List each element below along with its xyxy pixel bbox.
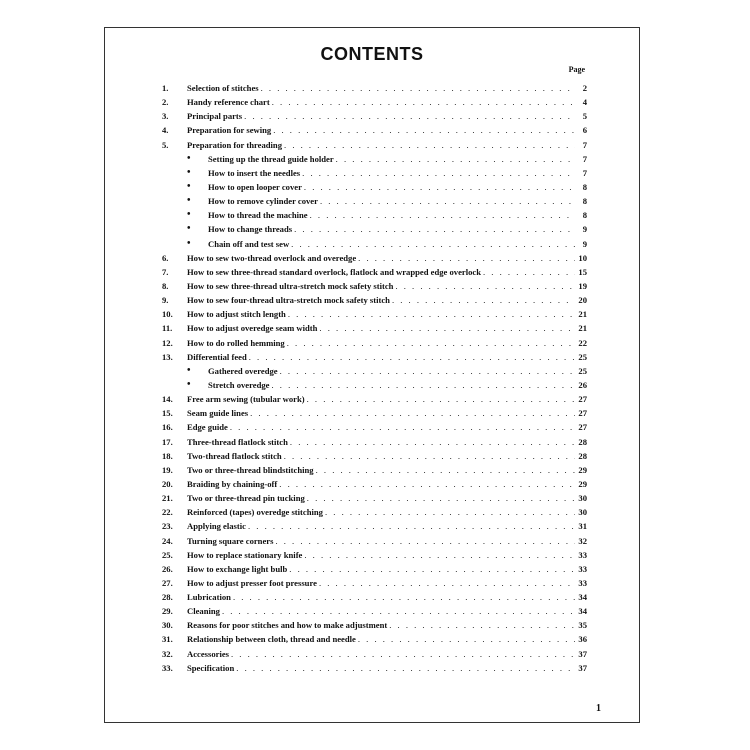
toc-entry: [162, 364, 587, 378]
toc-entry-page: 7: [582, 153, 587, 164]
toc-entry-page: 7: [582, 167, 587, 178]
toc-entry: [162, 336, 587, 350]
toc-entry-line: [208, 237, 587, 251]
toc-entry-page: 6: [582, 125, 587, 136]
dot-leader: [248, 519, 575, 533]
dot-leader: [249, 350, 575, 364]
toc-entry-number: 15.: [162, 408, 173, 419]
toc-entry-number: 31.: [162, 634, 173, 645]
bullet-icon: •: [187, 378, 191, 390]
toc-entry-page: 25: [578, 365, 587, 376]
toc-entry-label: Two-thread flatlock stitch: [187, 450, 282, 461]
dot-leader: [304, 180, 575, 194]
toc-entry-number: 25.: [162, 549, 173, 560]
toc-entry: [162, 123, 587, 137]
toc-entry-page: 27: [578, 394, 587, 405]
dot-leader: [302, 166, 575, 180]
toc-entry-line: [187, 293, 587, 307]
toc-entry-page: 27: [578, 408, 587, 419]
toc-entry-line: [208, 180, 587, 194]
toc-entry: [162, 618, 587, 632]
dot-leader: [288, 307, 575, 321]
toc-entry-line: [187, 95, 587, 109]
toc-entry-line: [187, 463, 587, 477]
bullet-icon: •: [187, 180, 191, 192]
toc-entry-line: [187, 251, 587, 265]
toc-entry-label: Handy reference chart: [187, 97, 270, 108]
toc-entry-page: 30: [578, 507, 587, 518]
toc-entry-page: 15: [578, 266, 587, 277]
toc-entry-number: 3.: [162, 111, 169, 122]
toc-entry-line: [187, 576, 587, 590]
toc-entry-page: 33: [578, 549, 587, 560]
dot-leader: [287, 336, 575, 350]
toc-entry: [162, 138, 587, 152]
toc-entry-line: [187, 265, 587, 279]
toc-entry: [162, 307, 587, 321]
toc-entry-line: [208, 208, 587, 222]
toc-entry-page: 31: [578, 521, 587, 532]
toc-entry-line: [208, 152, 587, 166]
bullet-icon: •: [187, 152, 191, 164]
toc-entry-label: Seam guide lines: [187, 408, 249, 419]
toc-entry-number: 17.: [162, 436, 173, 447]
dot-leader: [336, 152, 575, 166]
dot-leader: [320, 194, 575, 208]
toc-entry-label: Setting up the thread guide holder: [208, 153, 334, 164]
toc-entry-number: 11.: [162, 323, 173, 334]
toc-entry-label: Turning square corners: [187, 535, 274, 546]
toc-entry: [162, 505, 587, 519]
toc-entry-line: [187, 590, 587, 604]
toc-entry-label: Lubrication: [187, 592, 231, 603]
dot-leader: [290, 435, 575, 449]
toc-entry-line: [187, 548, 587, 562]
dot-leader: [273, 123, 575, 137]
toc-entry-label: Chain off and test sew: [208, 238, 290, 249]
toc-entry-label: Preparation for threading: [187, 139, 283, 150]
toc-entry-number: 21.: [162, 493, 173, 504]
toc-entry-number: 13.: [162, 351, 173, 362]
dot-leader: [304, 548, 575, 562]
toc-entry: [162, 534, 587, 548]
toc-entry-line: [208, 194, 587, 208]
dot-leader: [280, 364, 575, 378]
toc-entry-number: 5.: [162, 139, 169, 150]
toc-entry-line: [187, 604, 587, 618]
toc-entry-page: 5: [582, 111, 587, 122]
bullet-icon: •: [187, 209, 191, 221]
toc-entry-label: How to sew three-thread standard overlock, flatlock and wrapped edge overlock: [187, 266, 481, 277]
toc-entry-label: Cleaning: [187, 606, 220, 617]
toc-entry-page: 27: [578, 422, 587, 433]
dot-leader: [275, 534, 575, 548]
toc-entry-line: [187, 505, 587, 519]
toc-entry-line: [208, 364, 587, 378]
toc-entry-label: Principal parts: [187, 111, 243, 122]
toc-entry: [162, 491, 587, 505]
toc-entry-page: 30: [578, 493, 587, 504]
toc-entry-page: 8: [582, 210, 587, 221]
dot-leader: [291, 237, 575, 251]
toc-entry-number: 7.: [162, 266, 169, 277]
toc-entry-page: 32: [578, 535, 587, 546]
bullet-icon: •: [187, 364, 191, 376]
toc-entry: [162, 519, 587, 533]
toc-entry-page: 7: [582, 139, 587, 150]
dot-leader: [244, 109, 575, 123]
toc-entry: [162, 435, 587, 449]
dot-leader: [284, 449, 575, 463]
toc-entry-page: 34: [578, 592, 587, 603]
toc-entry: [162, 449, 587, 463]
toc-entry-line: [187, 138, 587, 152]
toc-entry-number: 10.: [162, 309, 173, 320]
bullet-icon: •: [187, 166, 191, 178]
toc-entry-page: 9: [582, 238, 587, 249]
toc-entry: [162, 562, 587, 576]
dot-leader: [483, 265, 575, 279]
toc-entry-line: [187, 534, 587, 548]
toc-entry-number: 19.: [162, 464, 173, 475]
toc-entry-label: Selection of stitches: [187, 83, 259, 93]
toc-entry: [162, 406, 587, 420]
toc-entry-page: 10: [578, 252, 587, 263]
toc-entry-line: [187, 519, 587, 533]
toc-entry-page: 29: [578, 464, 587, 475]
toc-entry-label: How to adjust overedge seam width: [187, 323, 318, 334]
toc-entry: [162, 237, 587, 251]
toc-entry: [162, 222, 587, 236]
table-of-contents: [162, 81, 587, 675]
toc-entry-page: 25: [578, 351, 587, 362]
dot-leader: [294, 222, 575, 236]
toc-entry: [162, 661, 587, 675]
page-number: 1: [596, 703, 601, 714]
toc-entry-line: [208, 378, 587, 392]
toc-entry-page: 28: [578, 436, 587, 447]
toc-entry-label: Two or three-thread blindstitching: [187, 464, 314, 475]
dot-leader: [389, 618, 575, 632]
toc-entry: [162, 180, 587, 194]
toc-entry-line: [208, 166, 587, 180]
bullet-icon: •: [187, 223, 191, 235]
toc-entry-number: 20.: [162, 478, 173, 489]
dot-leader: [307, 491, 575, 505]
toc-entry-label: How to thread the machine: [208, 210, 308, 221]
toc-entry-line: [187, 420, 587, 434]
toc-entry-label: How to adjust presser foot pressure: [187, 577, 317, 588]
toc-entry: [162, 279, 587, 293]
toc-entry-label: Stretch overedge: [208, 379, 270, 390]
toc-entry-label: Applying elastic: [187, 521, 246, 532]
toc-entry-line: [187, 392, 587, 406]
toc-entry-label: How to exchange light bulb: [187, 563, 288, 574]
toc-entry-line: [187, 336, 587, 350]
toc-entry-line: [187, 307, 587, 321]
dot-leader: [310, 208, 575, 222]
toc-entry: [162, 463, 587, 477]
toc-entry: [162, 548, 587, 562]
toc-entry-line: [208, 222, 587, 236]
toc-entry: [162, 350, 587, 364]
toc-entry-number: 28.: [162, 592, 173, 603]
document-page: [104, 27, 640, 723]
toc-entry-label: Accessories: [187, 648, 229, 659]
toc-entry-page: 2: [582, 83, 587, 93]
toc-entry-number: 24.: [162, 535, 173, 546]
toc-entry-page: 8: [582, 181, 587, 192]
toc-entry-label: How to sew two-thread overlock and overedge: [187, 252, 357, 263]
toc-entry-label: How to replace stationary knife: [187, 549, 303, 560]
toc-entry: [162, 604, 587, 618]
toc-entry-line: [187, 449, 587, 463]
toc-entry: [162, 265, 587, 279]
toc-entry: [162, 194, 587, 208]
toc-entry-label: Reinforced (tapes) overedge stitching: [187, 507, 323, 518]
toc-entry-line: [187, 618, 587, 632]
toc-entry-number: 6.: [162, 252, 169, 263]
toc-entry-label: How to insert the needles: [208, 167, 301, 178]
toc-entry-page: 9: [582, 224, 587, 235]
toc-entry-label: Two or three-thread pin tucking: [187, 493, 305, 504]
toc-entry-page: 37: [578, 648, 587, 659]
toc-entry-label: Differential feed: [187, 351, 247, 362]
bullet-icon: •: [187, 237, 191, 249]
toc-entry-number: 27.: [162, 577, 173, 588]
toc-entry-page: 8: [582, 196, 587, 207]
toc-entry-label: How to change threads: [208, 224, 293, 235]
toc-entry-line: [187, 279, 587, 293]
toc-entry-number: 18.: [162, 450, 173, 461]
toc-entry: [162, 590, 587, 604]
toc-entry-page: 37: [578, 662, 587, 673]
toc-entry-page: 26: [578, 379, 587, 390]
page-title: CONTENTS: [320, 44, 424, 64]
toc-entry: [162, 378, 587, 392]
dot-leader: [395, 279, 575, 293]
toc-entry-number: 1.: [162, 83, 169, 93]
toc-entry-number: 2.: [162, 97, 169, 108]
toc-entry-line: [187, 321, 587, 335]
toc-entry-page: 33: [578, 577, 587, 588]
toc-entry: [162, 647, 587, 661]
toc-entry-number: 29.: [162, 606, 173, 617]
dot-leader: [319, 321, 575, 335]
toc-entry-label: How to sew four-thread ultra-stretch mock safety stitch: [187, 295, 390, 306]
dot-leader: [272, 95, 575, 109]
dot-leader: [284, 138, 575, 152]
dot-leader: [272, 378, 576, 392]
toc-entry-label: Braiding by chaining-off: [187, 478, 278, 489]
toc-entry-number: 12.: [162, 337, 173, 348]
dot-leader: [261, 81, 575, 95]
toc-entry-page: 21: [578, 323, 587, 334]
dot-leader: [231, 647, 575, 661]
toc-entry-number: 22.: [162, 507, 173, 518]
dot-leader: [236, 661, 575, 675]
dot-leader: [289, 562, 575, 576]
toc-entry-label: Gathered overedge: [208, 365, 278, 376]
toc-entry-line: [187, 647, 587, 661]
toc-entry: [162, 81, 587, 95]
dot-leader: [222, 604, 575, 618]
toc-entry-line: [187, 406, 587, 420]
toc-entry-line: [187, 477, 587, 491]
toc-entry: [162, 251, 587, 265]
page-column-label: Page: [568, 65, 585, 74]
toc-entry-label: Relationship between cloth, thread and needle: [187, 634, 356, 645]
toc-entry: [162, 208, 587, 222]
toc-entry-page: 33: [578, 563, 587, 574]
toc-entry-label: Preparation for sewing: [187, 125, 272, 136]
toc-entry-line: [187, 123, 587, 137]
toc-entry-number: 32.: [162, 648, 173, 659]
toc-entry-line: [187, 435, 587, 449]
toc-entry: [162, 321, 587, 335]
toc-entry-label: Three-thread flatlock stitch: [187, 436, 288, 447]
bullet-icon: •: [187, 195, 191, 207]
toc-entry-label: Edge guide: [187, 422, 228, 433]
toc-entry-number: 23.: [162, 521, 173, 532]
toc-entry-line: [187, 81, 587, 95]
toc-entry-page: 21: [578, 309, 587, 320]
dot-leader: [325, 505, 575, 519]
dot-leader: [358, 632, 575, 646]
toc-entry-number: 33.: [162, 662, 173, 673]
toc-entry: [162, 392, 587, 406]
toc-entry-number: 14.: [162, 394, 173, 405]
toc-entry-page: 20: [578, 295, 587, 306]
dot-leader: [279, 477, 575, 491]
dot-leader: [316, 463, 575, 477]
toc-entry: [162, 477, 587, 491]
toc-entry-line: [187, 109, 587, 123]
dot-leader: [319, 576, 575, 590]
toc-entry-page: 28: [578, 450, 587, 461]
dot-leader: [230, 420, 575, 434]
toc-entry: [162, 95, 587, 109]
dot-leader: [358, 251, 575, 265]
toc-entry-page: 29: [578, 478, 587, 489]
toc-entry-line: [187, 632, 587, 646]
toc-entry-line: [187, 562, 587, 576]
dot-leader: [307, 392, 575, 406]
toc-entry: [162, 632, 587, 646]
toc-entry-label: How to adjust stitch length: [187, 309, 286, 320]
toc-entry-number: 8.: [162, 280, 169, 291]
toc-entry-number: 30.: [162, 620, 173, 631]
toc-entry-number: 26.: [162, 563, 173, 574]
toc-entry-label: How to do rolled hemming: [187, 337, 285, 348]
toc-entry: [162, 152, 587, 166]
toc-entry-number: 4.: [162, 125, 169, 136]
toc-entry: [162, 109, 587, 123]
toc-entry-label: How to remove cylinder cover: [208, 196, 318, 207]
toc-entry-label: Specification: [187, 662, 235, 673]
toc-entry: [162, 166, 587, 180]
toc-entry-page: 22: [578, 337, 587, 348]
toc-entry: [162, 576, 587, 590]
toc-entry-page: 35: [578, 620, 587, 631]
toc-entry-line: [187, 661, 587, 675]
toc-entry-label: Reasons for poor stitches and how to make adjustment: [187, 620, 388, 631]
toc-entry-page: 36: [578, 634, 587, 645]
toc-entry-number: 16.: [162, 422, 173, 433]
toc-entry-label: How to open looper cover: [208, 181, 302, 192]
toc-entry-line: [187, 491, 587, 505]
toc-entry: [162, 420, 587, 434]
dot-leader: [250, 406, 575, 420]
toc-entry-number: 9.: [162, 295, 169, 306]
dot-leader: [233, 590, 575, 604]
toc-entry-page: 4: [582, 97, 587, 108]
toc-entry-page: 34: [578, 606, 587, 617]
toc-entry: [162, 293, 587, 307]
toc-entry-line: [187, 350, 587, 364]
dot-leader: [392, 293, 575, 307]
toc-entry-label: How to sew three-thread ultra-stretch mock safety stitch: [187, 280, 394, 291]
toc-entry-page: 19: [578, 280, 587, 291]
toc-entry-label: Free arm sewing (tubular work): [187, 394, 305, 405]
